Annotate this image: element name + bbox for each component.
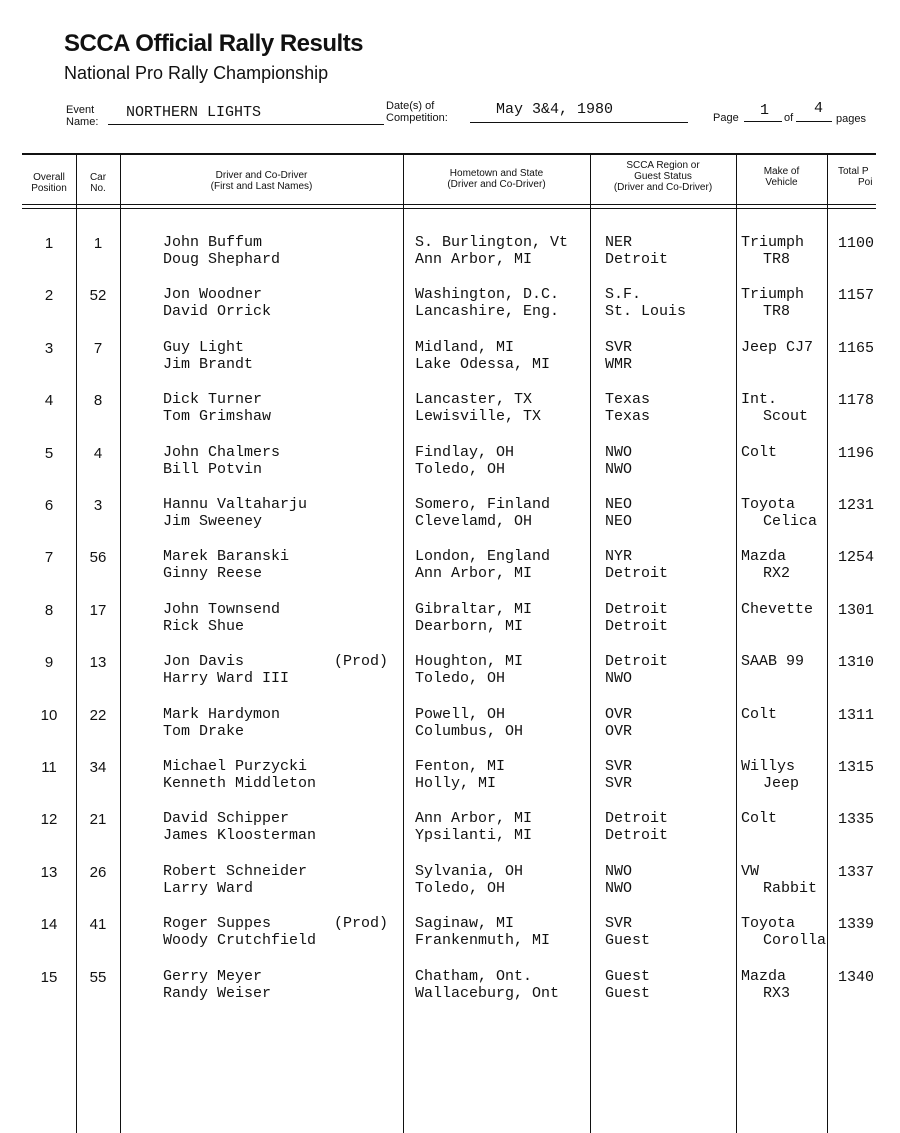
cell-hometown: Lancaster, TX Lewisville, TX [415,391,542,425]
cell-total-points: 1196 [838,445,875,462]
col-header-hometown: Hometown and State (Driver and Co-Driver) [447,168,546,190]
cell-total-points: 1311 [838,707,875,724]
cell-total-points: 1100 [838,235,875,252]
cell-region: OVR OVR [605,706,633,740]
cell-driver: Marek Baranski Ginny Reese [163,548,290,582]
cell-region: SVR SVR [605,758,633,792]
cell-hometown: Findlay, OH Toledo, OH [415,444,515,478]
cell-hometown: London, England Ann Arbor, MI [415,548,551,582]
cell-make: Triumph TR8 [741,286,805,320]
col-divider-2 [120,153,121,1133]
cell-hometown: Powell, OH Columbus, OH [415,706,524,740]
cell-region: S.F. St. Louis [605,286,687,320]
cell-car-number: 26 [89,864,107,881]
cell-position: 6 [44,497,54,514]
page-number: 1 [760,102,770,119]
cell-total-points: 1178 [838,392,875,409]
cell-hometown: Midland, MI Lake Odessa, MI [415,339,551,373]
cell-hometown: S. Burlington, Vt Ann Arbor, MI [415,234,569,268]
cell-car-number: 52 [89,287,107,304]
cell-car-number: 22 [89,707,107,724]
col-divider-4 [590,153,591,1133]
cell-total-points: 1340 [838,969,875,986]
col-header-make: Make of Vehicle [763,166,800,188]
cell-position: 7 [44,549,54,566]
cell-make: SAAB 99 [741,653,805,670]
table-header-rule-2 [22,208,876,209]
page-number-underline [744,121,782,122]
cell-total-points: 1337 [838,864,875,881]
cell-hometown: Fenton, MI Holly, MI [415,758,506,792]
cell-car-number: 17 [89,602,107,619]
cell-car-number: 1 [93,235,103,252]
cell-position: 10 [40,707,58,724]
cell-position: 2 [44,287,54,304]
cell-hometown: Saginaw, MI Frankenmuth, MI [415,915,551,949]
cell-driver-note: (Prod) [334,653,389,670]
cell-make: Chevette [741,601,814,618]
event-name-label: Event Name: [66,104,99,128]
cell-driver: Jon Woodner David Orrick [163,286,272,320]
event-name-value: NORTHERN LIGHTS [126,104,262,121]
cell-driver: John Townsend Rick Shue [163,601,281,635]
table-header-rule-1 [22,204,876,205]
cell-position: 12 [40,811,58,828]
cell-hometown: Sylvania, OH Toledo, OH [415,863,524,897]
page-total-underline [796,121,832,122]
col-header-total: Total P Poi [838,166,873,188]
col-divider-6 [827,153,828,1133]
cell-driver: Dick Turner Tom Grimshaw [163,391,272,425]
cell-hometown: Houghton, MI Toledo, OH [415,653,524,687]
cell-position: 8 [44,602,54,619]
date-label: Date(s) of Competition: [386,100,448,124]
cell-make: Toyota Celica [741,496,818,530]
cell-region: NEO NEO [605,496,633,530]
date-underline [470,122,688,123]
cell-position: 14 [40,916,58,933]
col-header-region: SCCA Region or Guest Status (Driver and Co-Driver) [613,160,713,193]
cell-car-number: 13 [89,654,107,671]
cell-make: Int. Scout [741,391,809,425]
col-divider-3 [403,153,404,1133]
col-header-driver: Driver and Co-Driver (First and Last Names) [210,170,313,192]
cell-hometown: Ann Arbor, MI Ypsilanti, MI [415,810,533,844]
cell-car-number: 3 [93,497,103,514]
cell-region: Detroit Detroit [605,601,669,635]
cell-driver: David Schipper James Kloosterman [163,810,317,844]
cell-position: 9 [44,654,54,671]
cell-make: Willys Jeep [741,758,800,792]
document-subtitle: National Pro Rally Championship [64,63,329,83]
cell-total-points: 1254 [838,549,875,566]
cell-position: 4 [44,392,54,409]
cell-region: NWO NWO [605,863,633,897]
cell-car-number: 21 [89,811,107,828]
cell-region: Detroit Detroit [605,810,669,844]
cell-make: Jeep CJ7 [741,339,814,356]
cell-driver: Robert Schneider Larry Ward [163,863,308,897]
cell-driver: Michael Purzycki Kenneth Middleton [163,758,317,792]
cell-hometown: Washington, D.C. Lancashire, Eng. [415,286,560,320]
cell-driver: John Buffum Doug Shephard [163,234,281,268]
cell-region: NYR Detroit [605,548,669,582]
cell-car-number: 8 [93,392,103,409]
col-header-position: Overall Position [31,172,67,194]
cell-region: NWO NWO [605,444,633,478]
cell-region: SVR WMR [605,339,633,373]
cell-car-number: 56 [89,549,107,566]
cell-driver: Roger Suppes Woody Crutchfield [163,915,317,949]
event-name-underline [108,124,384,125]
cell-make: VW Rabbit [741,863,818,897]
cell-driver: Jon Davis Harry Ward III [163,653,290,687]
cell-make: Colt [741,810,778,827]
cell-total-points: 1301 [838,602,875,619]
cell-total-points: 1310 [838,654,875,671]
cell-total-points: 1231 [838,497,875,514]
cell-position: 1 [44,235,54,252]
cell-make: Colt [741,706,778,723]
cell-total-points: 1335 [838,811,875,828]
cell-position: 5 [44,445,54,462]
cell-car-number: 4 [93,445,103,462]
cell-driver-note: (Prod) [334,915,389,932]
table-top-rule [22,153,876,155]
col-header-car: Car No. [89,172,107,194]
cell-hometown: Gibraltar, MI Dearborn, MI [415,601,533,635]
page-total: 4 [814,100,824,117]
cell-total-points: 1315 [838,759,875,776]
cell-make: Mazda RX3 [741,968,791,1002]
pages-label: pages [836,113,866,125]
cell-car-number: 41 [89,916,107,933]
cell-hometown: Chatham, Ont. Wallaceburg, Ont [415,968,560,1002]
date-value: May 3&4, 1980 [496,101,614,118]
cell-region: SVR Guest [605,915,651,949]
cell-car-number: 55 [89,969,107,986]
cell-region: Texas Texas [605,391,651,425]
page-label: Page [713,112,739,124]
cell-driver: Mark Hardymon Tom Drake [163,706,281,740]
cell-position: 3 [44,340,54,357]
cell-region: Guest Guest [605,968,651,1002]
cell-region: NER Detroit [605,234,669,268]
cell-car-number: 34 [89,759,107,776]
cell-make: Colt [741,444,778,461]
cell-driver: Gerry Meyer Randy Weiser [163,968,272,1002]
cell-car-number: 7 [93,340,103,357]
cell-make: Mazda RX2 [741,548,791,582]
cell-driver: Hannu Valtaharju Jim Sweeney [163,496,308,530]
cell-position: 13 [40,864,58,881]
cell-driver: John Chalmers Bill Potvin [163,444,281,478]
cell-driver: Guy Light Jim Brandt [163,339,254,373]
of-label: of [784,112,794,124]
cell-total-points: 1339 [838,916,875,933]
col-divider-5 [736,153,737,1133]
cell-total-points: 1165 [838,340,875,357]
cell-position: 11 [41,759,57,776]
cell-make: Triumph TR8 [741,234,805,268]
cell-position: 15 [40,969,58,986]
document-title: SCCA Official Rally Results [64,30,364,57]
cell-region: Detroit NWO [605,653,669,687]
cell-make: Toyota Corolla [741,915,827,949]
cell-total-points: 1157 [838,287,875,304]
cell-hometown: Somero, Finland Clevelamd, OH [415,496,551,530]
